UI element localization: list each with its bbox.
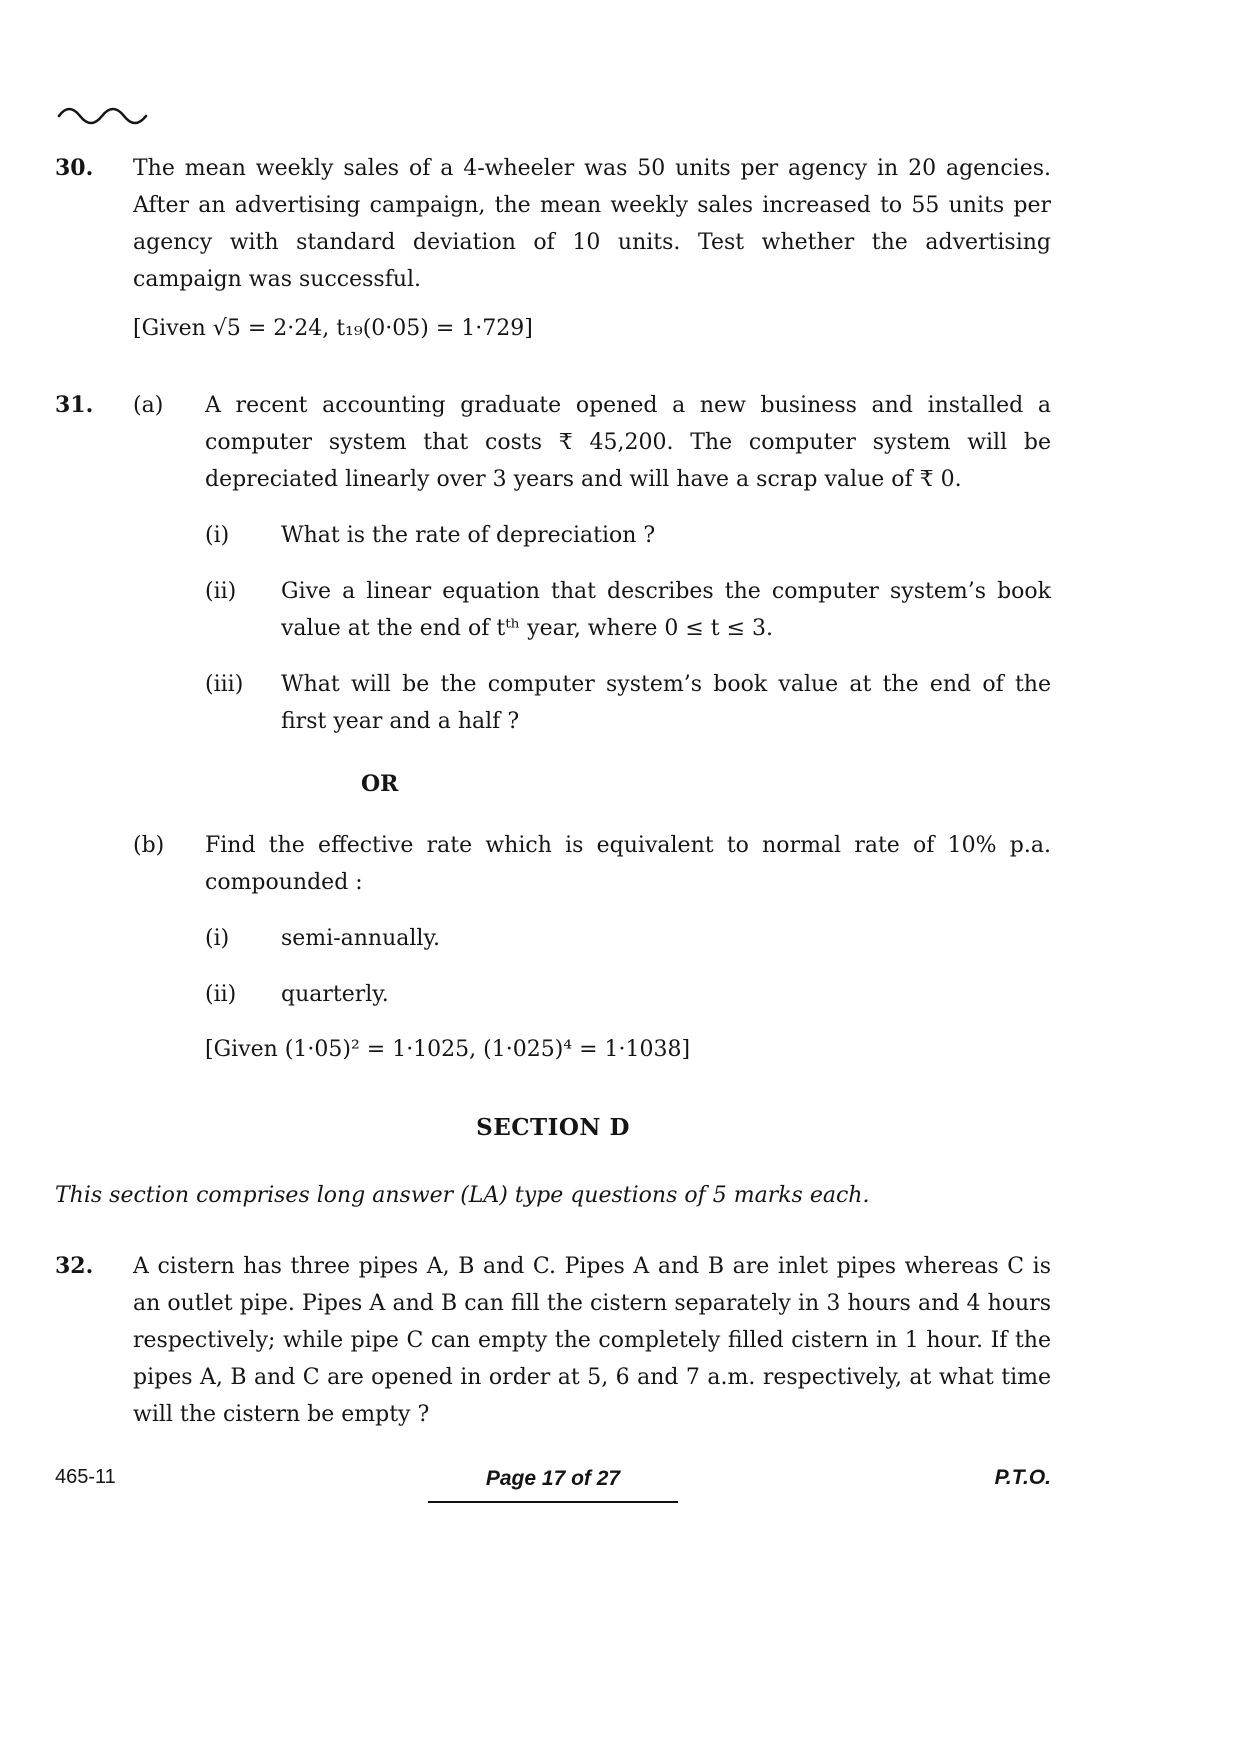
part-a-item-iii: [205, 666, 1051, 740]
part-b-item-i: [205, 920, 1051, 957]
part-b-item-ii: [205, 976, 1051, 1013]
page-number-wrap: [255, 1466, 851, 1503]
question-30-text: The mean weekly sales of a 4-wheeler was 50 units per agency in 20 agencies. After an advertising campaign, the mean weekly sales increased to 55 units per agency with standard deviation of 10 units. Test whether the advertising campaign was successful.: [133, 156, 1051, 292]
question-30-given: [Given √5 = 2·24, t₁₉(0·05) = 1·729]: [133, 316, 533, 341]
part-a-body: [205, 387, 1051, 740]
item-label: (iii): [205, 672, 244, 697]
squiggle-mark: [55, 100, 1051, 126]
section-d-description: This section comprises long answer (LA) type questions of 5 marks each.: [55, 1183, 870, 1208]
question-32-body: [133, 1248, 1051, 1433]
squiggle-icon: [55, 100, 151, 126]
part-a-label: (a): [133, 393, 164, 418]
question-31: [55, 387, 1051, 1068]
question-30: [55, 150, 1051, 347]
item-label: (ii): [205, 579, 237, 604]
question-32-text: A cistern has three pipes A, B and C. Pipes A and B are inlet pipes whereas C is an outlet pipe. Pipes A and B can fill the cistern separately in 3 hours and 4 hours respectively; while pipe C can empty the completely filled cistern in 1 hour. If the pipes A, B and C are opened in order at 5, 6 and 7 a.m. respectively, at what time will the cistern be empty ?: [133, 1254, 1051, 1427]
item-text: quarterly.: [281, 982, 389, 1007]
question-31-part-a: [133, 387, 1051, 740]
part-b-body: [205, 827, 1051, 1068]
question-31-number: 31.: [55, 392, 94, 418]
question-31-part-b: [133, 827, 1051, 1068]
item-text: What is the rate of depreciation ?: [281, 523, 656, 548]
page-number: Page 17 of 27: [428, 1467, 678, 1503]
or-separator: OR: [361, 771, 399, 797]
section-d-title: SECTION D: [476, 1114, 630, 1141]
part-a-item-i: [205, 517, 1051, 554]
item-label: (i): [205, 926, 230, 951]
item-text: Give a linear equation that describes the computer system’s book value at the end of tᵗʰ year, where 0 ≤ t ≤ 3.: [281, 579, 1051, 641]
item-label: (ii): [205, 982, 237, 1007]
item-label: (i): [205, 523, 230, 548]
question-30-body: [133, 150, 1051, 347]
part-a-text: A recent accounting graduate opened a new business and installed a computer system that costs ₹ 45,200. The computer system will be depreciated linearly over 3 years and will have a scrap value of ₹ 0.: [205, 393, 1051, 492]
page-footer: [55, 1466, 1051, 1503]
part-b-label: (b): [133, 833, 165, 858]
part-b-given: [Given (1·05)² = 1·1025, (1·025)⁴ = 1·1038]: [205, 1037, 691, 1062]
question-32: [55, 1248, 1051, 1433]
pto-label: P.T.O.: [994, 1466, 1051, 1489]
question-31-body: [133, 387, 1051, 1068]
question-32-number: 32.: [55, 1253, 94, 1279]
part-b-text: Find the effective rate which is equivalent to normal rate of 10% p.a. compounded :: [205, 833, 1051, 895]
question-30-number: 30.: [55, 155, 94, 181]
part-a-item-ii: [205, 573, 1051, 647]
item-text: semi-annually.: [281, 926, 440, 951]
paper-code: 465-11: [55, 1466, 116, 1488]
item-text: What will be the computer system’s book value at the end of the first year and a half ?: [281, 672, 1051, 734]
